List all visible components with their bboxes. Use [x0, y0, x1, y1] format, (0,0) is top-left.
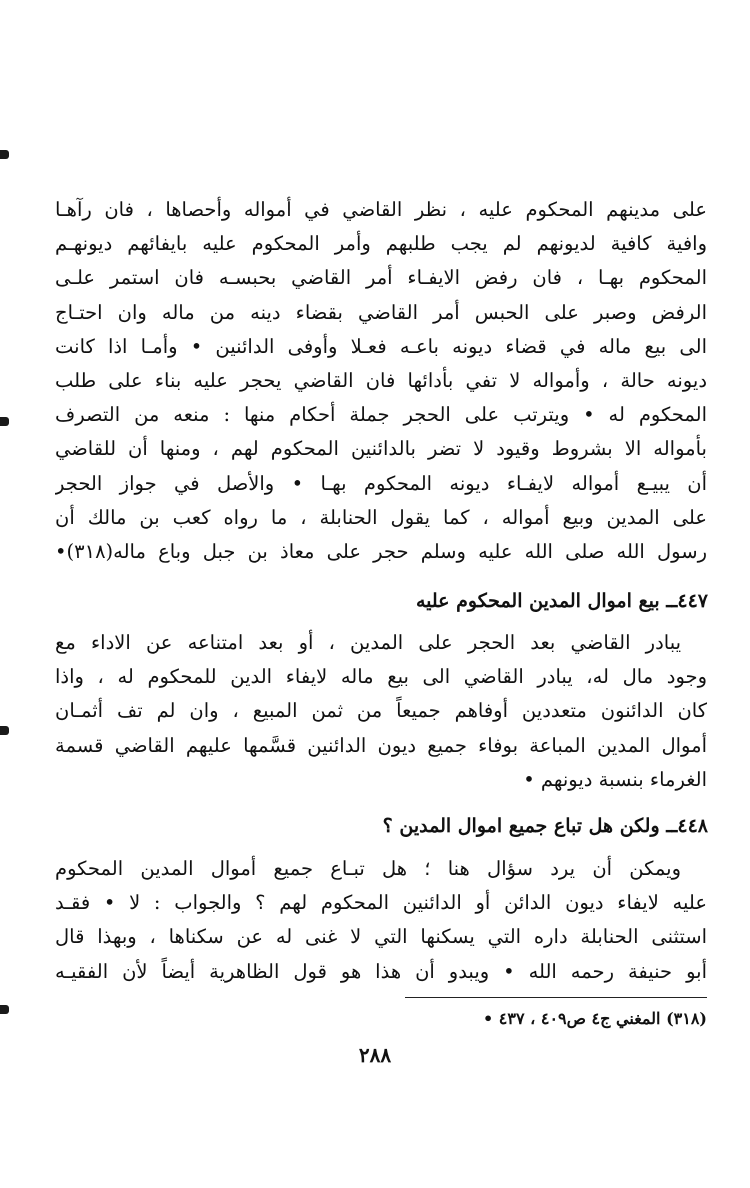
- paragraph-1: [55, 193, 707, 569]
- scan-edge-mark: [0, 417, 9, 426]
- text-line: على المدين وبيع أمواله ، كما يقول الحنابلة ، ما رواه كعب بن مالك أن: [55, 505, 707, 529]
- text-line: الرفض وصبر على الحبس أمر القاضي بقضاء دينه من ماله وان احتـاج: [55, 300, 707, 324]
- text-line: استثنى الحنابلة داره التي يسكنها التي لا غنى له عن سكناها ، وبهذا قال: [55, 925, 707, 949]
- text-line: ويمكن أن يرد سؤال هنا ؛ هل تبـاع جميع أموال المدين المحكوم: [55, 857, 681, 880]
- text-line: على مدينهم المحكوم عليه ، نظر القاضي في أمواله وأحصاها ، فان رآهـا: [55, 198, 707, 221]
- page-number: ٢٨٨: [358, 1043, 392, 1067]
- text-line: يبادر القاضي بعد الحجر على المدين ، أو بعد امتناعه عن الاداء مع: [55, 631, 681, 654]
- footnote-divider: [405, 997, 707, 998]
- scan-edge-mark: [0, 150, 9, 159]
- paragraph-2: [55, 626, 707, 797]
- text-line: المحكوم بهـا ، فان رفض الايفـاء أمر القاضي بحبسـه فان استمر علـى: [55, 266, 707, 290]
- text-line: المحكوم له • ويترتب على الحجر جملة أحكام منها : منعه من التصرف: [55, 403, 707, 427]
- text-line: أن يبيـع أمواله لايفـاء ديونه المحكوم بهـا • والأصل في جواز الحجر: [55, 471, 707, 495]
- text-line: كان الدائنون متعددين أوفاهم جميعاً من ثمن المبيع ، وان لم تف أثمـان: [55, 699, 707, 723]
- text-line: أبو حنيفة رحمه الله • ويبدو أن هذا هو قول الظاهرية أيضاً لأن الفقيـه: [55, 959, 707, 983]
- text-line: وافية كافية لديونهم لم يجب طلبهم وأمر المحكوم عليه بايفائهم ديونهـم: [55, 232, 707, 256]
- text-line: بأمواله الا بشروط وقيود لا تضر بالدائنين المحكوم لهم ، ومنها أن للقاضي: [55, 437, 707, 461]
- scan-edge-mark: [0, 726, 9, 735]
- paragraph-3: [55, 852, 707, 989]
- footnote: (٣١٨) المغني ج٤ ص٤٠٩ ، ٤٣٧ •: [482, 1009, 707, 1028]
- text-line: الغرماء بنسبة ديونهم •: [523, 767, 707, 791]
- text-line: رسول الله صلى الله عليه وسلم حجر على معاذ بن جبل وباع ماله(٣١٨)•: [55, 539, 707, 563]
- section-heading-448: ٤٤٨ــ ولكن هل تباع جميع اموال المدين ؟: [382, 815, 708, 837]
- text-line: الى بيع ماله في قضاء ديونه باعـه فعـلا وأوفى الدائنين • وأمـا اذا كانت: [55, 334, 707, 358]
- text-line: أموال المدين المباعة بوفاء جميع ديون الدائنين قسَّمها عليهم القاضي قسمة: [55, 733, 707, 757]
- text-line: عليه لايفاء ديون الدائن أو الدائنين المحكوم لهم ؟ والجواب : لا • فقـد: [55, 891, 707, 915]
- text-line: وجود مال له، يبادر القاضي الى بيع ماله لايفاء الدين للمحكوم له ، واذا: [55, 665, 707, 689]
- scan-edge-mark: [0, 1005, 9, 1014]
- section-heading-447: ٤٤٧ــ بيع اموال المدين المحكوم عليه: [415, 590, 708, 612]
- text-line: ديونه حالة ، وأمواله لا تفي بأدائها فان القاضي يحجر عليه بناء على طلب: [55, 368, 707, 392]
